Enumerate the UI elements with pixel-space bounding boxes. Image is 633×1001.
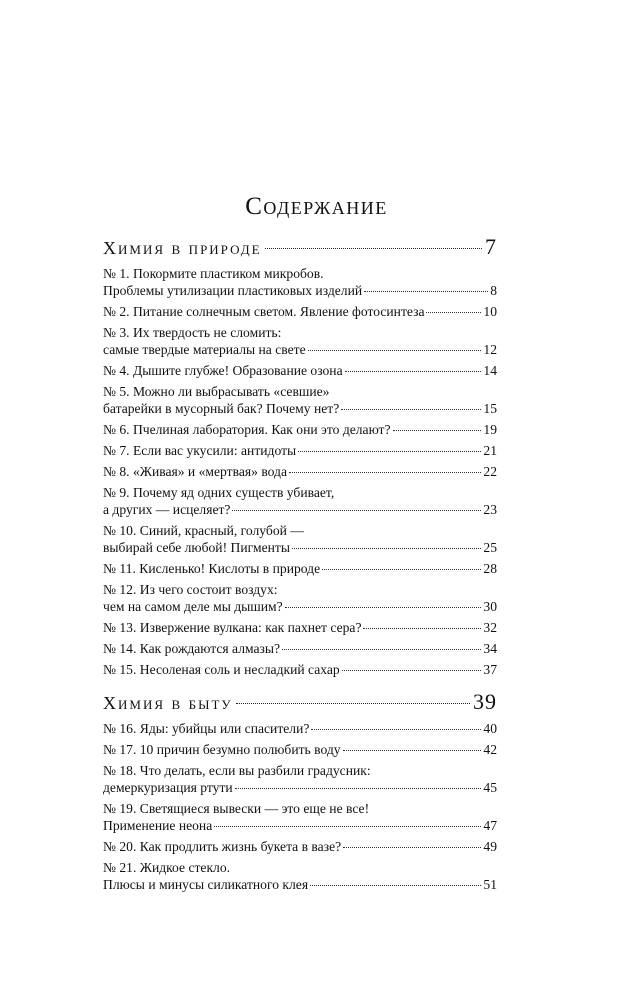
toc-entry[interactable] xyxy=(103,303,497,320)
toc-entry[interactable] xyxy=(103,859,497,893)
entry-line: № 21. Жидкое стекло. xyxy=(103,860,231,875)
entry-page-number: 25 xyxy=(483,540,497,555)
toc-entry[interactable] xyxy=(103,762,497,796)
entry-text: № 8. «Живая» и «мертвая» вода xyxy=(103,464,287,479)
entry-last-line xyxy=(103,341,497,358)
entry-last-line xyxy=(103,741,497,758)
section-heading[interactable] xyxy=(103,688,497,716)
entry-last-line xyxy=(103,463,497,480)
toc-entry[interactable] xyxy=(103,324,497,358)
toc-entry[interactable] xyxy=(103,383,497,417)
toc-entry[interactable] xyxy=(103,741,497,758)
entry-page-number: 40 xyxy=(483,721,497,736)
entry-page-number: 37 xyxy=(483,662,497,677)
dot-leader xyxy=(345,371,482,372)
dot-leader xyxy=(322,569,481,570)
section-heading[interactable] xyxy=(103,233,497,261)
dot-leader xyxy=(289,472,481,473)
entry-page-number: 30 xyxy=(483,599,497,614)
entry-text: самые твердые материалы на свете xyxy=(103,342,306,357)
entry-page-number: 45 xyxy=(483,780,497,795)
entry-line: № 18. Что делать, если вы разбили градусник: xyxy=(103,763,371,778)
entry-last-line xyxy=(103,720,497,737)
dot-leader xyxy=(343,750,482,751)
entry-last-line xyxy=(103,421,497,438)
entry-text: № 4. Дышите глубже! Образование озона xyxy=(103,363,343,378)
entry-last-line xyxy=(103,876,497,893)
toc-entry[interactable] xyxy=(103,581,497,615)
dot-leader xyxy=(363,628,481,629)
dot-leader xyxy=(311,729,481,730)
toc-entry[interactable] xyxy=(103,484,497,518)
toc-entry[interactable] xyxy=(103,619,497,636)
table-of-contents xyxy=(103,233,497,893)
entry-text: чем на самом деле мы дышим? xyxy=(103,599,283,614)
entry-page-number: 51 xyxy=(483,877,497,892)
dot-leader xyxy=(310,885,481,886)
entry-line: № 12. Из чего состоит воздух: xyxy=(103,582,278,597)
entry-page-number: 19 xyxy=(483,422,497,437)
entry-page-number: 10 xyxy=(483,304,497,319)
entry-text: № 17. 10 причин безумно полюбить воду xyxy=(103,742,341,757)
toc-entry[interactable] xyxy=(103,560,497,577)
dot-leader xyxy=(265,248,482,249)
section-page-number: 7 xyxy=(485,234,497,259)
toc-entry[interactable] xyxy=(103,265,497,299)
entry-last-line xyxy=(103,661,497,678)
entry-last-line xyxy=(103,282,497,299)
entry-text: выбирай себе любой! Пигменты xyxy=(103,540,290,555)
toc-entry[interactable] xyxy=(103,640,497,657)
entry-text: батарейки в мусорный бак? Почему нет? xyxy=(103,401,340,416)
dot-leader xyxy=(232,510,481,511)
section-page-number: 39 xyxy=(473,689,497,714)
dot-leader xyxy=(343,847,481,848)
entry-last-line xyxy=(103,598,497,615)
entry-page-number: 47 xyxy=(483,818,497,833)
entry-last-line xyxy=(103,640,497,657)
toc-entry[interactable] xyxy=(103,463,497,480)
entry-last-line xyxy=(103,400,497,417)
entry-text: № 14. Как рождаются алмазы? xyxy=(103,641,281,656)
section-gap xyxy=(103,678,497,688)
entry-line: № 10. Синий, красный, голубой — xyxy=(103,523,304,538)
toc-entry[interactable] xyxy=(103,442,497,459)
entry-last-line xyxy=(103,303,497,320)
dot-leader xyxy=(308,350,482,351)
entry-page-number: 34 xyxy=(483,641,497,656)
entry-text: № 6. Пчелиная лаборатория. Как они это делают? xyxy=(103,422,391,437)
entry-text: № 16. Яды: убийцы или спасители? xyxy=(103,721,310,736)
toc-entry[interactable] xyxy=(103,421,497,438)
entry-text: № 15. Несоленая соль и несладкий сахар xyxy=(103,662,340,677)
toc-entry[interactable] xyxy=(103,720,497,737)
entry-text: Плюсы и минусы силикатного клея xyxy=(103,877,309,892)
entry-last-line xyxy=(103,539,497,556)
entry-text: Проблемы утилизации пластиковых изделий xyxy=(103,283,363,298)
entry-page-number: 8 xyxy=(490,283,497,298)
entry-text: № 11. Кисленько! Кислоты в природе xyxy=(103,561,321,576)
dot-leader xyxy=(426,312,481,313)
dot-leader xyxy=(292,548,481,549)
entry-page-number: 49 xyxy=(483,839,497,854)
toc-entry[interactable] xyxy=(103,661,497,678)
entry-page-number: 42 xyxy=(483,742,497,757)
entry-line: № 5. Можно ли выбрасывать «севшие» xyxy=(103,384,330,399)
entry-text: демеркуризация ртути xyxy=(103,780,233,795)
entry-last-line xyxy=(103,817,497,834)
dot-leader xyxy=(393,430,482,431)
entry-page-number: 15 xyxy=(483,401,497,416)
entry-page-number: 14 xyxy=(483,363,497,378)
entry-line: № 3. Их твердость не сломить: xyxy=(103,325,282,340)
dot-leader xyxy=(282,649,481,650)
entry-text: Применение неона xyxy=(103,818,213,833)
entry-page-number: 32 xyxy=(483,620,497,635)
entry-line: № 9. Почему яд одних существ убивает, xyxy=(103,485,335,500)
entry-page-number: 21 xyxy=(483,443,497,458)
entry-page-number: 22 xyxy=(483,464,497,479)
entry-last-line xyxy=(103,560,497,577)
entry-line: № 19. Светящиеся вывески — это еще не все! xyxy=(103,801,370,816)
entry-page-number: 12 xyxy=(483,342,497,357)
entry-last-line xyxy=(103,501,497,518)
entry-last-line xyxy=(103,838,497,855)
entry-last-line xyxy=(103,442,497,459)
entry-last-line xyxy=(103,779,497,796)
dot-leader xyxy=(235,788,482,789)
dot-leader xyxy=(364,291,488,292)
entry-text: № 13. Извержение вулкана: как пахнет сера? xyxy=(103,620,362,635)
dot-leader xyxy=(342,670,482,671)
dot-leader xyxy=(236,703,470,704)
entry-text: № 2. Питание солнечным светом. Явление фотосинтеза xyxy=(103,304,425,319)
dot-leader xyxy=(285,607,482,608)
toc-entry[interactable] xyxy=(103,838,497,855)
entry-last-line xyxy=(103,619,497,636)
dot-leader xyxy=(341,409,481,410)
page-title: Содержание xyxy=(245,192,388,220)
entry-line: № 1. Покормите пластиком микробов. xyxy=(103,266,324,281)
entry-text: а других — исцеляет? xyxy=(103,502,231,517)
section-title: Химия в природе xyxy=(103,238,262,258)
toc-entry[interactable] xyxy=(103,362,497,379)
entry-page-number: 28 xyxy=(483,561,497,576)
toc-entry[interactable] xyxy=(103,522,497,556)
section-title: Химия в быту xyxy=(103,693,233,713)
entry-text: № 7. Если вас укусили: антидоты xyxy=(103,443,297,458)
entry-text: № 20. Как продлить жизнь букета в вазе? xyxy=(103,839,342,854)
entry-page-number: 23 xyxy=(483,502,497,517)
toc-entry[interactable] xyxy=(103,800,497,834)
dot-leader xyxy=(298,451,481,452)
entry-last-line xyxy=(103,362,497,379)
dot-leader xyxy=(214,826,481,827)
